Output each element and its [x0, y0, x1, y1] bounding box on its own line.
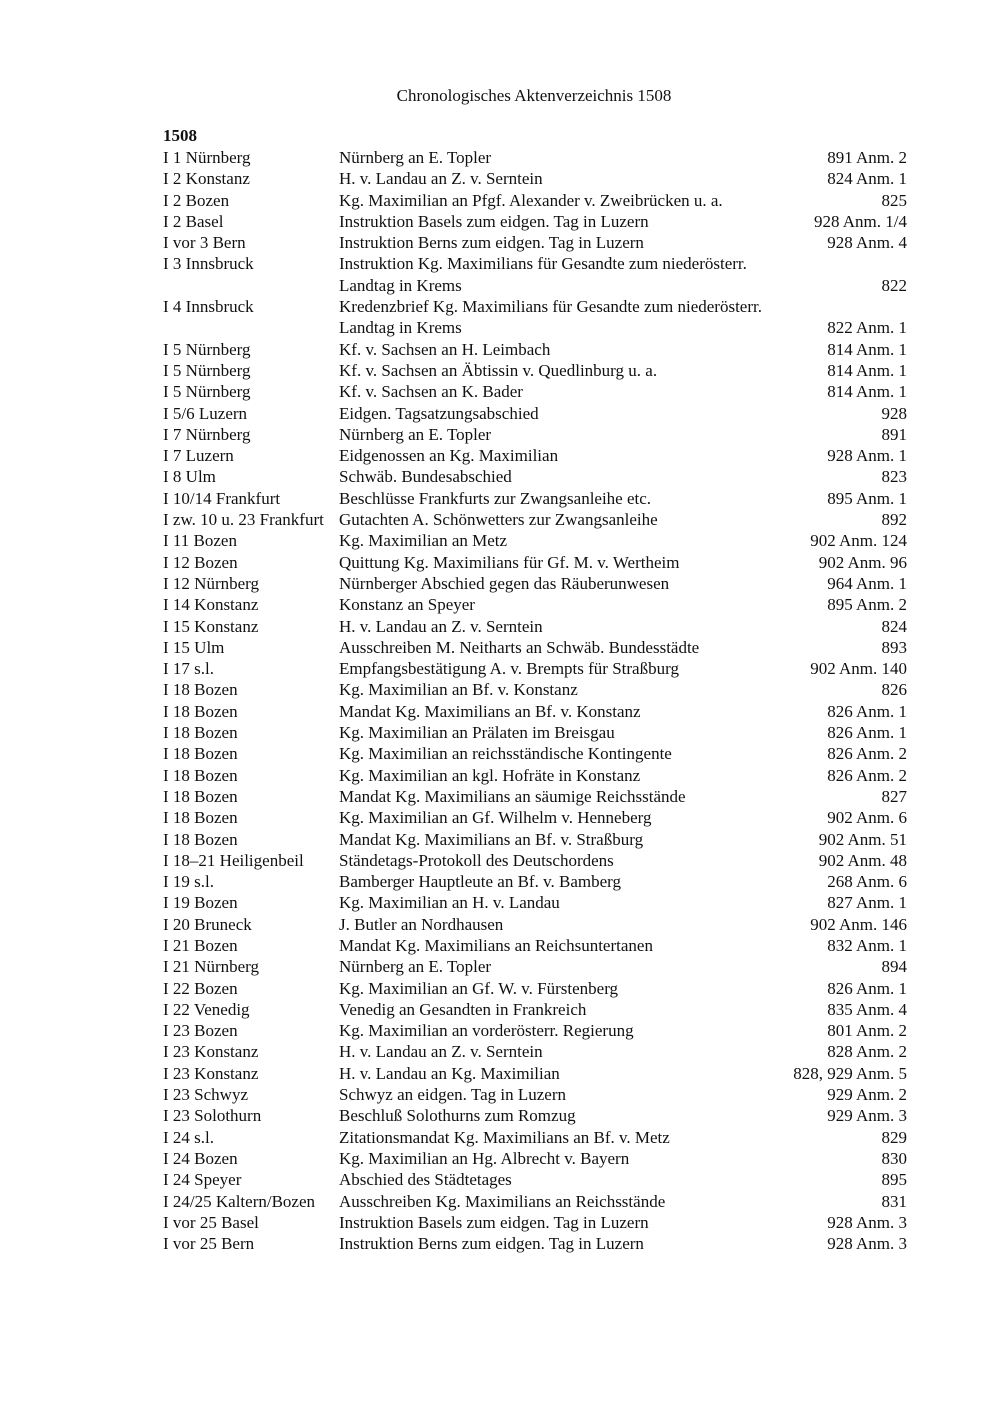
entry-description: Schwyz an eidgen. Tag in Luzern [339, 1085, 566, 1105]
entry-date: I 24 s.l. [163, 1127, 214, 1147]
entry-row [163, 1084, 907, 1105]
entry-description: Kg. Maximilian an Metz [339, 531, 508, 551]
entry-list [163, 147, 907, 1254]
entry-row [163, 722, 907, 743]
entry-description: Nürnberg an E. Topler [339, 957, 492, 977]
entry-reference: 826 Anm. 1 [827, 978, 907, 998]
entry-reference: 891 [881, 424, 907, 444]
entry-date: I vor 25 Bern [163, 1234, 255, 1254]
entry-row [163, 275, 907, 296]
entry-reference: 892 [881, 510, 907, 530]
entry-date: I 5 Nürnberg [163, 382, 251, 402]
entry-row [163, 807, 907, 828]
entry-row [163, 999, 907, 1020]
entry-row [163, 1148, 907, 1169]
entry-date: I 18 Bozen [163, 765, 238, 785]
entry-date: I 18 Bozen [163, 701, 238, 721]
entry-reference: 826 [881, 680, 907, 700]
entry-row [163, 190, 907, 211]
entry-row [163, 765, 907, 786]
entry-description: Mandat Kg. Maximilians an Reichsuntertanen [339, 935, 653, 955]
entry-date: I 10/14 Frankfurt [163, 488, 281, 508]
entry-description: Venedig an Gesandten in Frankreich [339, 999, 587, 1019]
entry-description: Kf. v. Sachsen an K. Bader [339, 382, 523, 402]
entry-row [163, 211, 907, 232]
entry-row [163, 850, 907, 871]
entry-date: I 23 Konstanz [163, 1063, 259, 1083]
entry-date: I 5 Nürnberg [163, 339, 251, 359]
entry-row [163, 1233, 907, 1254]
entry-description: Kg. Maximilian an Prälaten im Breisgau [339, 723, 615, 743]
entry-date: I 24 Speyer [163, 1170, 242, 1190]
entry-reference: 830 [881, 1148, 907, 1168]
entry-description: Beschluß Solothurns zum Romzug [339, 1106, 576, 1126]
entry-reference: 832 Anm. 1 [827, 935, 907, 955]
entry-date: I 23 Konstanz [163, 1042, 259, 1062]
entry-reference: 801 Anm. 2 [827, 1021, 907, 1041]
entry-date: I 12 Nürnberg [163, 573, 259, 593]
entry-description: Kf. v. Sachsen an Äbtissin v. Quedlinburg u. a. [339, 360, 658, 380]
entry-row [163, 978, 907, 999]
entry-date: I 23 Solothurn [163, 1106, 262, 1126]
entry-reference: 824 [881, 616, 907, 636]
entry-row [163, 1212, 907, 1233]
entry-reference [767, 253, 907, 274]
entry-date: I vor 25 Basel [163, 1212, 259, 1232]
entry-date: I 22 Bozen [163, 978, 238, 998]
entry-reference: 928 Anm. 3 [827, 1212, 907, 1232]
entry-date: I 1 Nürnberg [163, 148, 251, 167]
year-heading: 1508 [163, 126, 197, 145]
entry-description: Kg. Maximilian an Hg. Albrecht v. Bayern [339, 1148, 630, 1168]
entry-date: I 12 Bozen [163, 552, 238, 572]
entry-description: Kg. Maximilian an Gf. Wilhelm v. Henneberg [339, 808, 652, 828]
entry-reference: 826 Anm. 1 [827, 723, 907, 743]
entry-row [163, 296, 907, 317]
entry-reference: 828, 929 Anm. 5 [793, 1063, 907, 1083]
entry-description: Gutachten A. Schönwetters zur Zwangsanleihe [339, 510, 658, 530]
entry-description: Ausschreiben Kg. Maximilians an Reichsstände [339, 1191, 666, 1211]
entry-reference: 825 [881, 190, 907, 210]
entry-date: I 2 Basel [163, 211, 224, 231]
entry-description: Landtag in Krems [339, 318, 462, 338]
entry-description: H. v. Landau an Kg. Maximilian [339, 1063, 560, 1083]
entry-date: I 19 Bozen [163, 893, 238, 913]
entry-reference: 822 [881, 275, 907, 295]
entry-row [163, 1063, 907, 1084]
entry-row [163, 488, 907, 509]
entry-row [163, 594, 907, 615]
entry-date: I 7 Luzern [163, 446, 234, 466]
entry-reference: 831 [881, 1191, 907, 1211]
entry-row [163, 317, 907, 338]
entry-row [163, 445, 907, 466]
entry-row [163, 552, 907, 573]
entry-description: H. v. Landau an Z. v. Serntein [339, 1042, 543, 1062]
entry-reference: 928 Anm. 1/4 [813, 211, 907, 231]
entry-description: Nürnberg an E. Topler [339, 424, 492, 444]
entry-reference: 814 Anm. 1 [827, 382, 907, 402]
entry-description: Instruktion Kg. Maximilians für Gesandte zum niederösterr. [339, 254, 747, 274]
entry-row [163, 1041, 907, 1062]
entry-description: Ausschreiben M. Neitharts an Schwäb. Bundesstädte [339, 637, 700, 657]
entry-description: Kg. Maximilian an Bf. v. Konstanz [339, 680, 578, 700]
entry-date: I 23 Schwyz [163, 1085, 248, 1105]
entry-reference: 891 Anm. 2 [827, 148, 907, 167]
entry-reference: 895 Anm. 2 [827, 595, 907, 615]
entry-reference: 826 Anm. 2 [827, 765, 907, 785]
entry-reference: 902 Anm. 51 [818, 829, 907, 849]
entry-reference: 814 Anm. 1 [827, 339, 907, 359]
entry-date: I 2 Bozen [163, 190, 230, 210]
entry-date: I 21 Bozen [163, 935, 238, 955]
entry-date: I 18 Bozen [163, 723, 238, 743]
entry-reference: 829 [881, 1127, 907, 1147]
entry-date: I 23 Bozen [163, 1021, 238, 1041]
entry-row [163, 424, 907, 445]
entry-date: I 15 Konstanz [163, 616, 259, 636]
entry-description: Schwäb. Bundesabschied [339, 467, 512, 487]
entry-row [163, 892, 907, 913]
entry-reference: 902 Anm. 146 [810, 914, 907, 934]
entry-reference: 895 [881, 1170, 907, 1190]
entry-date: I 18 Bozen [163, 829, 238, 849]
entry-row [163, 1191, 907, 1212]
entry-reference: 822 Anm. 1 [827, 318, 907, 338]
entry-description: Kg. Maximilian an Gf. W. v. Fürstenberg [339, 978, 619, 998]
entry-date: I 7 Nürnberg [163, 424, 251, 444]
entry-row [163, 147, 907, 168]
entry-description: Eidgen. Tagsatzungsabschied [339, 403, 539, 423]
entry-description: Mandat Kg. Maximilians an Bf. v. Straßburg [339, 829, 644, 849]
entry-reference [767, 296, 907, 317]
entry-description: Nürnberg an E. Topler [339, 148, 492, 167]
entry-description: Ständetags-Protokoll des Deutschordens [339, 850, 614, 870]
entry-reference: 835 Anm. 4 [827, 999, 907, 1019]
entry-date: I 24 Bozen [163, 1148, 238, 1168]
entry-reference: 964 Anm. 1 [827, 573, 907, 593]
entry-date: I 3 Innsbruck [163, 254, 254, 274]
entry-description: Kg. Maximilian an vorderösterr. Regierung [339, 1021, 634, 1041]
entry-date [163, 275, 339, 296]
entry-reference: 827 [881, 786, 907, 806]
entry-row [163, 530, 907, 551]
entry-row [163, 339, 907, 360]
entry-description: J. Butler an Nordhausen [339, 914, 504, 934]
entry-date: I 5/6 Luzern [163, 403, 248, 423]
entry-reference: 928 [881, 403, 907, 423]
entry-reference: 823 [881, 467, 907, 487]
entry-row [163, 1169, 907, 1190]
entry-row [163, 360, 907, 381]
entry-row [163, 743, 907, 764]
entry-date: I 17 s.l. [163, 659, 214, 679]
entry-reference: 814 Anm. 1 [827, 360, 907, 380]
entry-description: Beschlüsse Frankfurts zur Zwangsanleihe etc. [339, 488, 652, 508]
entry-reference: 894 [881, 957, 907, 977]
entry-row [163, 956, 907, 977]
entry-row [163, 1105, 907, 1126]
entry-description: Bamberger Hauptleute an Bf. v. Bamberg [339, 872, 621, 892]
entry-description: Kf. v. Sachsen an H. Leimbach [339, 339, 551, 359]
entry-date: I 4 Innsbruck [163, 297, 254, 317]
entry-date: I 18 Bozen [163, 786, 238, 806]
entry-reference: 929 Anm. 2 [827, 1085, 907, 1105]
entry-description: Landtag in Krems [339, 275, 462, 295]
entry-description: Kg. Maximilian an kgl. Hofräte in Konstanz [339, 765, 641, 785]
running-title: Chronologisches Aktenverzeichnis 1508 [396, 86, 672, 105]
entry-date: I 11 Bozen [163, 531, 237, 551]
entry-description: Zitationsmandat Kg. Maximilians an Bf. v. Metz [339, 1127, 670, 1147]
entry-description: Kg. Maximilian an H. v. Landau [339, 893, 560, 913]
entry-row [163, 935, 907, 956]
entry-row [163, 573, 907, 594]
entry-reference: 895 Anm. 1 [827, 488, 907, 508]
entry-description: Kredenzbrief Kg. Maximilians für Gesandte zum niederösterr. [339, 297, 762, 317]
entry-row [163, 701, 907, 722]
entry-date: I 8 Ulm [163, 467, 216, 487]
entry-date: I 24/25 Kaltern/Bozen [163, 1191, 316, 1211]
entry-row [163, 381, 907, 402]
entry-description: Instruktion Berns zum eidgen. Tag in Luzern [339, 233, 644, 253]
entry-date [163, 317, 339, 338]
entry-row [163, 1127, 907, 1148]
entry-row [163, 829, 907, 850]
entry-date: I 20 Bruneck [163, 914, 252, 934]
entry-date: I vor 3 Bern [163, 233, 246, 253]
entry-reference: 902 Anm. 96 [818, 552, 907, 572]
entry-description: H. v. Landau an Z. v. Serntein [339, 616, 543, 636]
entry-description: Nürnberger Abschied gegen das Räuberunwesen [339, 573, 670, 593]
entry-description: Kg. Maximilian an reichsständische Kontingente [339, 744, 672, 764]
entry-description: Kg. Maximilian an Pfgf. Alexander v. Zweibrücken u. a. [339, 190, 723, 210]
entry-date: I 15 Ulm [163, 637, 225, 657]
entry-description: Empfangsbestätigung A. v. Brempts für Straßburg [339, 659, 679, 679]
entry-description: Eidgenossen an Kg. Maximilian [339, 446, 559, 466]
entry-reference: 826 Anm. 2 [827, 744, 907, 764]
entry-date: I 21 Nürnberg [163, 957, 259, 977]
entry-description: Instruktion Basels zum eidgen. Tag in Luzern [339, 211, 649, 231]
entry-row [163, 914, 907, 935]
entry-row [163, 509, 907, 530]
entry-row [163, 679, 907, 700]
entry-date: I 18 Bozen [163, 744, 238, 764]
entry-row [163, 786, 907, 807]
entry-description: Mandat Kg. Maximilians an Bf. v. Konstanz [339, 701, 641, 721]
entry-row [163, 466, 907, 487]
entry-row [163, 232, 907, 253]
entry-row [163, 403, 907, 424]
entry-row [163, 253, 907, 274]
entry-date: I zw. 10 u. 23 Frankfurt [163, 510, 324, 530]
entry-description: H. v. Landau an Z. v. Serntein [339, 169, 543, 189]
entry-reference: 893 [881, 637, 907, 657]
entry-row [163, 616, 907, 637]
entry-description: Instruktion Basels zum eidgen. Tag in Luzern [339, 1212, 649, 1232]
entry-reference: 826 Anm. 1 [827, 701, 907, 721]
entry-date: I 18 Bozen [163, 680, 238, 700]
entry-row [163, 168, 907, 189]
entry-date: I 18 Bozen [163, 808, 238, 828]
entry-reference: 824 Anm. 1 [827, 169, 907, 189]
entry-reference: 902 Anm. 48 [818, 850, 907, 870]
entry-row [163, 637, 907, 658]
entry-reference: 928 Anm. 1 [827, 446, 907, 466]
entry-reference: 902 Anm. 140 [810, 659, 907, 679]
entry-row [163, 1020, 907, 1041]
entry-date: I 22 Venedig [163, 999, 250, 1019]
entry-reference: 929 Anm. 3 [827, 1106, 907, 1126]
entry-reference: 902 Anm. 124 [810, 531, 907, 551]
entry-description: Quittung Kg. Maximilians für Gf. M. v. Wertheim [339, 552, 680, 572]
entry-reference: 827 Anm. 1 [827, 893, 907, 913]
entry-reference: 928 Anm. 4 [827, 233, 907, 253]
entry-reference: 902 Anm. 6 [827, 808, 907, 828]
entry-reference: 928 Anm. 3 [827, 1234, 907, 1254]
entry-description: Konstanz an Speyer [339, 595, 475, 615]
entry-date: I 19 s.l. [163, 872, 214, 892]
entry-date: I 2 Konstanz [163, 169, 250, 189]
entry-description: Abschied des Städtetages [339, 1170, 512, 1190]
entry-description: Instruktion Berns zum eidgen. Tag in Luzern [339, 1234, 644, 1254]
entry-reference: 268 Anm. 6 [827, 872, 907, 892]
entry-description: Mandat Kg. Maximilians an säumige Reichsstände [339, 786, 686, 806]
entry-date: I 14 Konstanz [163, 595, 259, 615]
entry-reference: 828 Anm. 2 [827, 1042, 907, 1062]
entry-date: I 5 Nürnberg [163, 360, 251, 380]
entry-row [163, 871, 907, 892]
entry-row [163, 658, 907, 679]
entry-date: I 18–21 Heiligenbeil [163, 850, 304, 870]
